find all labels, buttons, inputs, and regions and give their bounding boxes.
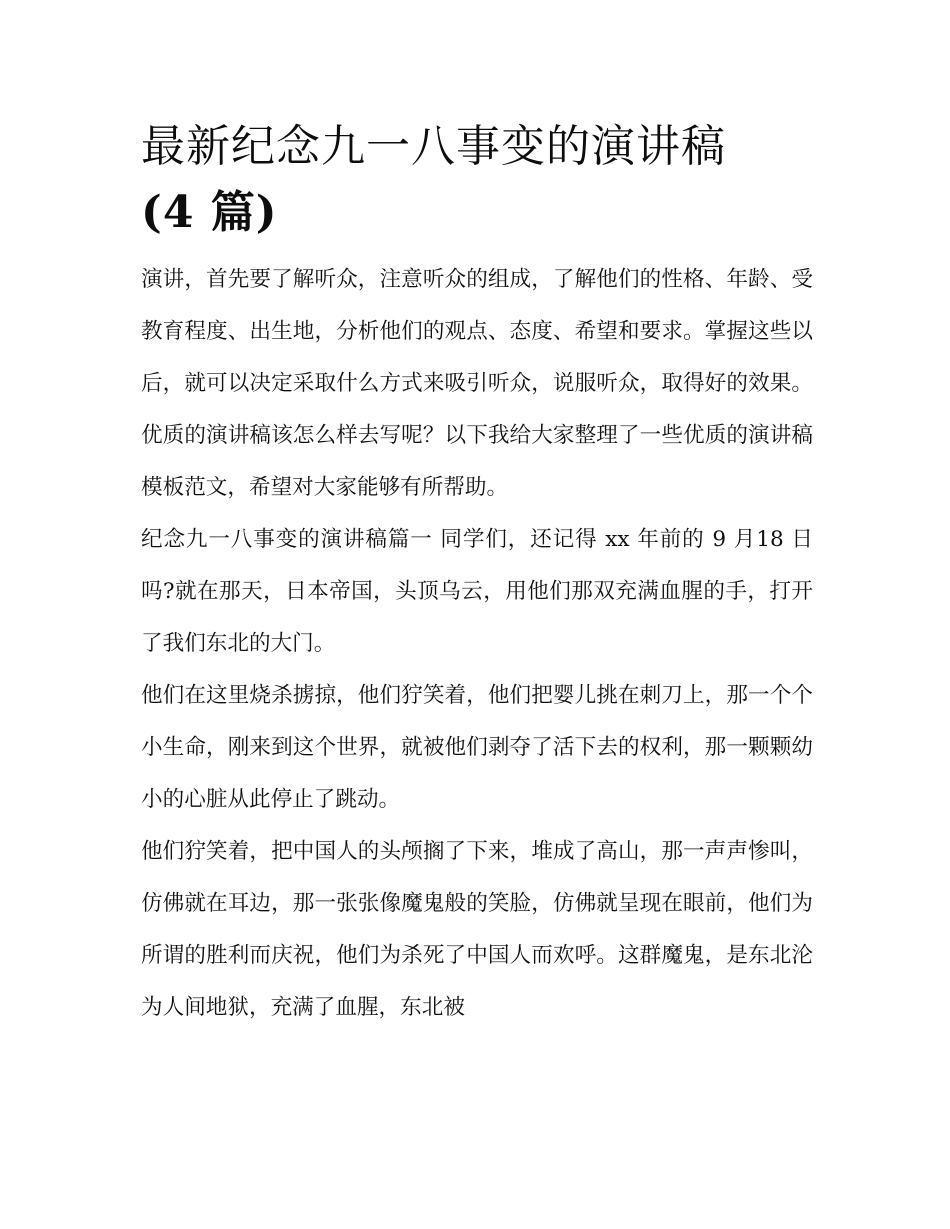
title-main: 最新纪念九一八事变的演讲稿 [141,121,726,172]
paragraph-atrocities: 他们在这里烧杀掳掠，他们狞笑着，他们把婴儿挑在刺刀上，那一个个小生命，刚来到这个世界，就被他们剥夺了活下去的权利，那一颗颗幼小的心脏从此停止了跳动。 [141,683,813,812]
paragraph-intro: 演讲，首先要了解听众，注意听众的组成，了解他们的性格、年龄、受教育程度、出生地，分析他们的观点、态度、希望和要求。掌握这些以后，就可以决定采取什么方式来吸引听众，说服听众，取得好的效果。优质的演讲稿该怎么样去写呢？以下我给大家整理了一些优质的演讲稿模板范文，希望对大家能够有所帮助。 [141,267,813,500]
document-content [141,114,813,1034]
paragraph-massacre: 他们狞笑着，把中国人的头颅搁了下来，堆成了高山，那一声声惨叫，仿佛就在耳边，那一张张像魔鬼般的笑脸，仿佛就呈现在眼前，他们为所谓的胜利而庆祝，他们为杀死了中国人而欢呼。这群魔鬼，是东北沦为人间地狱，充满了血腥，东北被 [141,839,813,1020]
document-title [141,114,813,246]
paragraph-speech-opening: 纪念九一八事变的演讲稿篇一 同学们，还记得 xx 年前的 9 月18 日吗?就在那天，日本帝国，头顶乌云，用他们那双充满血腥的手，打开了我们东北的大门。 [141,527,813,656]
title-count: (4 篇) [141,187,278,238]
